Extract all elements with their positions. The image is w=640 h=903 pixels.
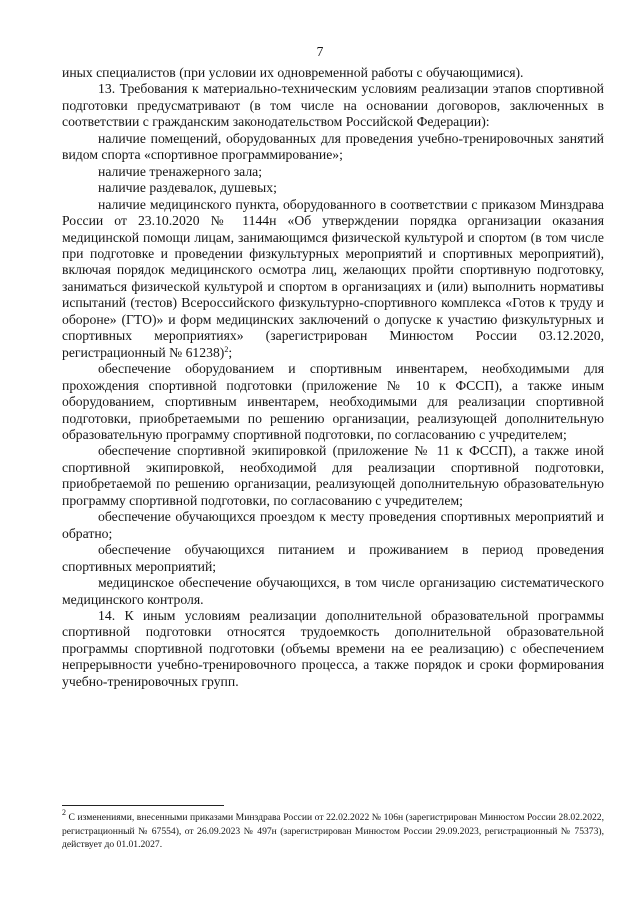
paragraph — [62, 575, 604, 608]
paragraph — [62, 509, 604, 542]
paragraph — [62, 131, 604, 164]
paragraph — [62, 542, 604, 575]
page-number: 7 — [316, 44, 324, 59]
paragraph-text: наличие раздевалок, душевых; — [98, 180, 277, 196]
footnote-marker: 2 — [62, 808, 66, 817]
paragraph — [62, 443, 604, 509]
paragraph-tail: ; — [228, 344, 233, 360]
paragraph-text: обеспечение спортивной экипировкой (приложение № 11 к ФССП), а также иной спортивной экипировкой, необходимой для реализации спортивной подготовки, приобретаемой по решению организации, реализующей дополнительную образовательную программу спортивной подготовки, по согласованию с учредителем; — [62, 443, 604, 508]
footnote-reference: 2 — [224, 344, 229, 354]
document-body — [62, 65, 604, 690]
footnote — [62, 808, 604, 852]
paragraph-text: наличие тренажерного зала; — [98, 163, 263, 179]
paragraph-text: медицинское обеспечение обучающихся, в том числе организацию систематического медицинского контроля. — [62, 575, 604, 607]
paragraph — [62, 180, 604, 196]
paragraph-text: обеспечение обучающихся питанием и проживанием в период проведения спортивных мероприятий; — [62, 542, 604, 574]
paragraph — [62, 608, 604, 690]
paragraph-text: 13. Требования к материально-техническим условиям реализации этапов спортивной подготовки предусматривают (в том числе на основании договоров, заключенных в соответствии с гражданским законодательством Российской Федерации): — [62, 81, 604, 130]
paragraph — [62, 65, 604, 81]
paragraph — [62, 361, 604, 443]
paragraph-text: 14. К иным условиям реализации дополнительной образовательной программы спортивной подготовки относятся трудоемкость дополнительной образовательной программы спортивной подготовки (объемы времени на ее реализацию) с обеспечением непрерывности учебно-тренировочного процесса, а также порядок и сроки формирования учебно-тренировочных групп. — [62, 607, 604, 689]
paragraph-text: обеспечение оборудованием и спортивным инвентарем, необходимыми для прохождения спортивной подготовки (приложение № 10 к ФССП), а также иным оборудованием, спортивным инвентарем, необходимыми для реализации спортивной подготовки, приобретаемыми по решению организации, реализующей дополнительную образовательную программу спортивной подготовки, по согласованию с учредителем; — [62, 361, 604, 442]
paragraph — [62, 164, 604, 180]
footnote-text: С изменениями, внесенными приказами Минздрава России от 22.02.2022 № 106н (зарегистрирован Минюстом России 28.02.2022, регистрационный № 67554), от 26.09.2023 № 497н (зарегистрирован Минюстом России 29.09.2023, регистрационный № 75373), действует до 01.01.2027. — [62, 812, 604, 851]
paragraph-text: наличие помещений, оборудованных для проведения учебно-тренировочных занятий видом спорта «спортивное программирование»; — [62, 130, 604, 163]
footnote-separator — [62, 805, 224, 806]
paragraph — [62, 197, 604, 362]
paragraph-text: иных специалистов (при условии их одновременной работы с обучающимися). — [62, 65, 524, 80]
paragraph-text: обеспечение обучающихся проездом к месту проведения спортивных мероприятий и обратно; — [62, 509, 604, 541]
paragraph-text: наличие медицинского пункта, оборудованного в соответствии с приказом Минздрава России от 23.10.2020 № 1144н «Об утверждении порядка организации оказания медицинской помощи лицам, занимающимся физической культурой и спортом (в том числе при подготовке и проведении физкультурных мероприятий и спортивных мероприятий), включая порядок медицинского осмотра лиц, желающих пройти спортивную подготовку, заниматься физической культурой и спортом в организациях и (или) выполнить нормативы испытаний (тестов) Всероссийского физкультурно-спортивного комплекса «Готов к труду и обороне» (ГТО)» и форм медицинских заключений о допуске к участию физкультурных и спортивных мероприятиях» (зарегистрирован Минюстом России 03.12.2020, регистрационный № 61238) — [62, 196, 604, 360]
paragraph — [62, 81, 604, 130]
footnotes — [62, 808, 604, 852]
